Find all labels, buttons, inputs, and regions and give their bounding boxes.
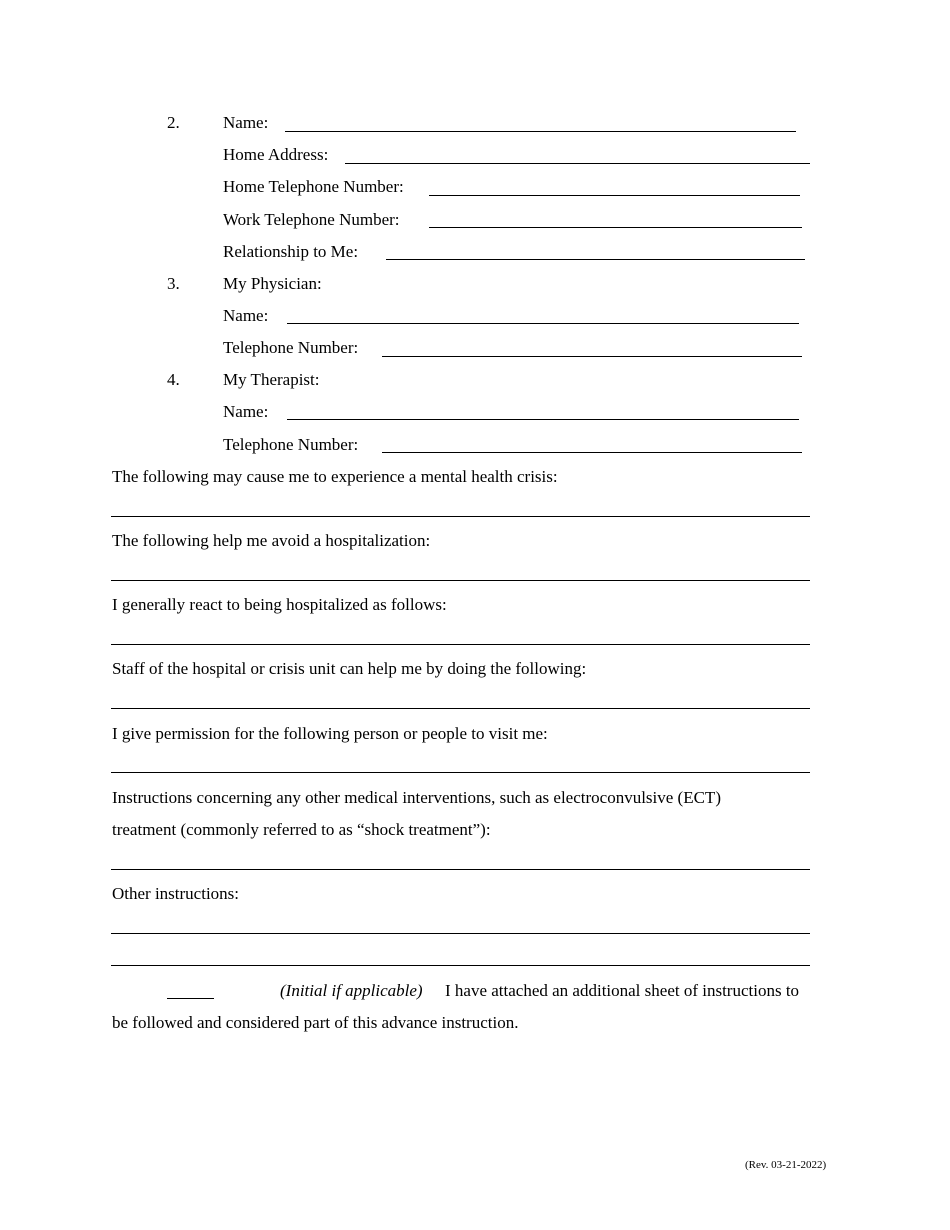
item-2-home-address-label: Home Address: xyxy=(223,145,329,164)
avoid-hospitalization-field[interactable] xyxy=(111,580,810,581)
hospital-reaction-field[interactable] xyxy=(111,644,810,645)
item-4-heading: My Therapist: xyxy=(223,370,320,389)
item-2-home-phone-label: Home Telephone Number: xyxy=(223,177,404,196)
item-2-home-phone-field[interactable] xyxy=(429,195,800,196)
avoid-hospitalization-prompt: The following help me avoid a hospitalization: xyxy=(112,531,431,550)
other-instructions-field-1[interactable] xyxy=(111,933,810,934)
attachment-text-line-2: be followed and considered part of this advance instruction. xyxy=(112,1013,519,1032)
item-4-number: 4. xyxy=(167,370,180,389)
item-3-heading: My Physician: xyxy=(223,274,322,293)
other-interventions-prompt-line-1: Instructions concerning any other medical interventions, such as electroconvulsive (ECT) xyxy=(112,788,721,807)
crisis-triggers-prompt: The following may cause me to experience a mental health crisis: xyxy=(112,467,558,486)
item-3-phone-label: Telephone Number: xyxy=(223,338,359,357)
item-2-name-field[interactable] xyxy=(285,131,796,132)
item-2-number: 2. xyxy=(167,113,180,132)
other-interventions-field[interactable] xyxy=(111,869,810,870)
item-4-phone-label: Telephone Number: xyxy=(223,435,359,454)
hospital-reaction-prompt: I generally react to being hospitalized as follows: xyxy=(112,595,447,614)
item-4-name-label: Name: xyxy=(223,402,269,421)
item-2-home-address-field[interactable] xyxy=(345,163,810,164)
item-2-relationship-field[interactable] xyxy=(386,259,805,260)
item-2-name-label: Name: xyxy=(223,113,269,132)
other-interventions-prompt-line-2: treatment (commonly referred to as “shock treatment”): xyxy=(112,820,491,839)
other-instructions-field-2[interactable] xyxy=(111,965,810,966)
staff-help-prompt: Staff of the hospital or crisis unit can help me by doing the following: xyxy=(112,659,587,678)
initial-field[interactable] xyxy=(167,998,214,999)
item-3-name-field[interactable] xyxy=(287,323,799,324)
staff-help-field[interactable] xyxy=(111,708,810,709)
item-3-name-label: Name: xyxy=(223,306,269,325)
item-4-name-field[interactable] xyxy=(287,419,799,420)
item-2-work-phone-label: Work Telephone Number: xyxy=(223,210,400,229)
visitors-prompt: I give permission for the following person or people to visit me: xyxy=(112,724,548,743)
crisis-triggers-field[interactable] xyxy=(111,516,810,517)
item-2-work-phone-field[interactable] xyxy=(429,227,802,228)
item-2-relationship-label: Relationship to Me: xyxy=(223,242,359,261)
other-instructions-prompt: Other instructions: xyxy=(112,884,240,903)
item-3-number: 3. xyxy=(167,274,180,293)
revision-date: (Rev. 03-21-2022) xyxy=(745,1159,827,1171)
item-3-phone-field[interactable] xyxy=(382,356,802,357)
item-4-phone-field[interactable] xyxy=(382,452,802,453)
initial-if-applicable-label: (Initial if applicable) xyxy=(280,981,423,1000)
attachment-text-line-1: I have attached an additional sheet of instructions to xyxy=(445,981,800,1000)
visitors-field[interactable] xyxy=(111,772,810,773)
